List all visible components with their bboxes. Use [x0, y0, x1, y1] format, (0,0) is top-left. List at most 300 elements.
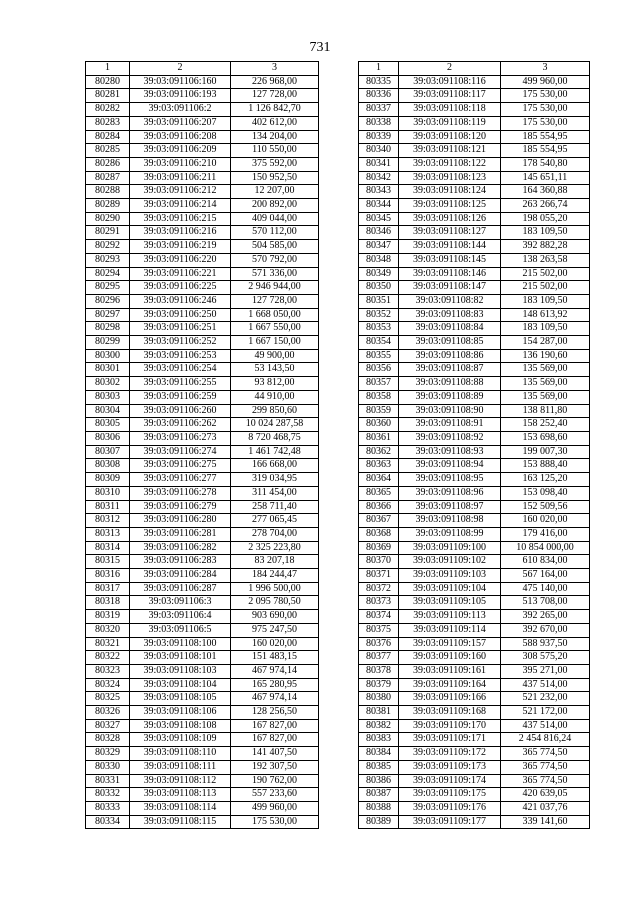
value-cell: 199 007,30 — [501, 445, 590, 459]
value-cell: 299 850,60 — [231, 404, 319, 418]
cadastral-number-cell: 39:03:091106:252 — [130, 336, 231, 350]
value-cell: 160 020,00 — [231, 637, 319, 651]
value-cell: 160 020,00 — [501, 514, 590, 528]
table-row — [359, 527, 590, 541]
cadastral-number-cell: 39:03:091108:101 — [130, 651, 231, 665]
cadastral-number-cell: 39:03:091108:121 — [399, 144, 501, 158]
table-row — [86, 199, 319, 213]
row-number-cell: 80332 — [86, 788, 130, 802]
value-cell: 1 667 550,00 — [231, 322, 319, 336]
table-row — [86, 390, 319, 404]
table-row — [359, 514, 590, 528]
row-number-cell: 80308 — [86, 459, 130, 473]
table-row — [359, 637, 590, 651]
value-cell: 53 143,50 — [231, 363, 319, 377]
cadastral-number-cell: 39:03:091106:274 — [130, 445, 231, 459]
row-number-cell: 80327 — [86, 719, 130, 733]
cadastral-number-cell: 39:03:091108:100 — [130, 637, 231, 651]
row-number-cell: 80281 — [86, 89, 130, 103]
value-cell: 513 708,00 — [501, 596, 590, 610]
table-row — [86, 527, 319, 541]
value-cell: 185 554,95 — [501, 144, 590, 158]
header-row — [86, 62, 319, 76]
table-row — [86, 404, 319, 418]
cadastral-number-cell: 39:03:091106:221 — [130, 267, 231, 281]
value-cell: 127 728,00 — [231, 294, 319, 308]
value-cell: 557 233,60 — [231, 788, 319, 802]
value-cell: 128 256,50 — [231, 706, 319, 720]
table-row — [359, 75, 590, 89]
table-row — [359, 596, 590, 610]
cadastral-number-cell: 39:03:091108:110 — [130, 747, 231, 761]
cadastral-number-cell: 39:03:091108:146 — [399, 267, 501, 281]
table-row — [86, 157, 319, 171]
cadastral-number-cell: 39:03:091106:275 — [130, 459, 231, 473]
cadastral-number-cell: 39:03:091109:176 — [399, 801, 501, 815]
row-number-cell: 80282 — [86, 103, 130, 117]
cadastral-number-cell: 39:03:091108:88 — [399, 377, 501, 391]
cadastral-number-cell: 39:03:091108:120 — [399, 130, 501, 144]
table-row — [86, 500, 319, 514]
row-number-cell: 80382 — [359, 719, 399, 733]
table-row — [86, 212, 319, 226]
row-number-cell: 80387 — [359, 788, 399, 802]
row-number-cell: 80370 — [359, 555, 399, 569]
row-number-cell: 80283 — [86, 116, 130, 130]
value-cell: 365 774,50 — [501, 760, 590, 774]
cadastral-number-cell: 39:03:091108:99 — [399, 527, 501, 541]
cadastral-number-cell: 39:03:091109:170 — [399, 719, 501, 733]
table-row — [86, 459, 319, 473]
value-cell: 1 667 150,00 — [231, 336, 319, 350]
cadastral-number-cell: 39:03:091109:161 — [399, 664, 501, 678]
cadastral-number-cell: 39:03:091106:246 — [130, 294, 231, 308]
column-header-1: 1 — [359, 62, 399, 76]
value-cell: 278 704,00 — [231, 527, 319, 541]
row-number-cell: 80373 — [359, 596, 399, 610]
cadastral-number-cell: 39:03:091109:174 — [399, 774, 501, 788]
table-row — [86, 267, 319, 281]
row-number-cell: 80344 — [359, 199, 399, 213]
cadastral-number-cell: 39:03:091106:160 — [130, 75, 231, 89]
value-cell: 183 109,50 — [501, 294, 590, 308]
cadastral-number-cell: 39:03:091108:114 — [130, 801, 231, 815]
table-row — [86, 569, 319, 583]
cadastral-number-cell: 39:03:091108:118 — [399, 103, 501, 117]
row-number-cell: 80360 — [359, 418, 399, 432]
table-row — [359, 623, 590, 637]
row-number-cell: 80388 — [359, 801, 399, 815]
row-number-cell: 80312 — [86, 514, 130, 528]
value-cell: 570 112,00 — [231, 226, 319, 240]
value-cell: 392 265,00 — [501, 610, 590, 624]
row-number-cell: 80375 — [359, 623, 399, 637]
row-number-cell: 80305 — [86, 418, 130, 432]
table-row — [86, 336, 319, 350]
table-row — [359, 459, 590, 473]
value-cell: 263 266,74 — [501, 199, 590, 213]
row-number-cell: 80349 — [359, 267, 399, 281]
value-cell: 975 247,50 — [231, 623, 319, 637]
column-header-2: 2 — [399, 62, 501, 76]
row-number-cell: 80298 — [86, 322, 130, 336]
row-number-cell: 80320 — [86, 623, 130, 637]
cadastral-number-cell: 39:03:091106:284 — [130, 569, 231, 583]
value-cell: 151 483,15 — [231, 651, 319, 665]
right-table-body — [359, 75, 590, 829]
table-row — [359, 130, 590, 144]
table-row — [86, 473, 319, 487]
row-number-cell: 80299 — [86, 336, 130, 350]
table-row — [86, 555, 319, 569]
cadastral-number-cell: 39:03:091109:166 — [399, 692, 501, 706]
table-row — [86, 226, 319, 240]
value-cell: 467 974,14 — [231, 664, 319, 678]
cadastral-number-cell: 39:03:091108:104 — [130, 678, 231, 692]
cadastral-number-cell: 39:03:091109:171 — [399, 733, 501, 747]
cadastral-number-cell: 39:03:091106:225 — [130, 281, 231, 295]
row-number-cell: 80280 — [86, 75, 130, 89]
row-number-cell: 80389 — [359, 815, 399, 829]
cadastral-number-cell: 39:03:091106:281 — [130, 527, 231, 541]
cadastral-number-cell: 39:03:091108:124 — [399, 185, 501, 199]
value-cell: 365 774,50 — [501, 747, 590, 761]
value-cell: 392 882,28 — [501, 240, 590, 254]
table-row — [359, 267, 590, 281]
cadastral-number-cell: 39:03:091109:105 — [399, 596, 501, 610]
cadastral-number-cell: 39:03:091106:193 — [130, 89, 231, 103]
row-number-cell: 80339 — [359, 130, 399, 144]
row-number-cell: 80321 — [86, 637, 130, 651]
table-row — [86, 541, 319, 555]
row-number-cell: 80324 — [86, 678, 130, 692]
table-row — [359, 185, 590, 199]
header-row — [359, 62, 590, 76]
row-number-cell: 80292 — [86, 240, 130, 254]
value-cell: 215 502,00 — [501, 281, 590, 295]
table-row — [86, 144, 319, 158]
row-number-cell: 80328 — [86, 733, 130, 747]
table-row — [359, 281, 590, 295]
row-number-cell: 80336 — [359, 89, 399, 103]
table-row — [359, 103, 590, 117]
value-cell: 134 204,00 — [231, 130, 319, 144]
table-row — [86, 171, 319, 185]
cadastral-number-cell: 39:03:091108:87 — [399, 363, 501, 377]
value-cell: 2 325 223,80 — [231, 541, 319, 555]
column-header-3: 3 — [231, 62, 319, 76]
table-row — [359, 89, 590, 103]
table-row — [86, 130, 319, 144]
cadastral-number-cell: 39:03:091108:93 — [399, 445, 501, 459]
row-number-cell: 80379 — [359, 678, 399, 692]
row-number-cell: 80381 — [359, 706, 399, 720]
table-row — [359, 377, 590, 391]
table-row — [359, 418, 590, 432]
row-number-cell: 80346 — [359, 226, 399, 240]
row-number-cell: 80365 — [359, 486, 399, 500]
cadastral-number-cell: 39:03:091106:215 — [130, 212, 231, 226]
cadastral-number-cell: 39:03:091106:278 — [130, 486, 231, 500]
value-cell: 467 974,14 — [231, 692, 319, 706]
table-row — [86, 801, 319, 815]
value-cell: 499 960,00 — [501, 75, 590, 89]
row-number-cell: 80331 — [86, 774, 130, 788]
row-number-cell: 80376 — [359, 637, 399, 651]
value-cell: 903 690,00 — [231, 610, 319, 624]
value-cell: 610 834,00 — [501, 555, 590, 569]
row-number-cell: 80364 — [359, 473, 399, 487]
cadastral-number-cell: 39:03:091108:84 — [399, 322, 501, 336]
table-row — [86, 75, 319, 89]
table-row — [359, 678, 590, 692]
cadastral-number-cell: 39:03:091108:92 — [399, 431, 501, 445]
value-cell: 179 416,00 — [501, 527, 590, 541]
row-number-cell: 80384 — [359, 747, 399, 761]
cadastral-number-cell: 39:03:091108:144 — [399, 240, 501, 254]
cadastral-number-cell: 39:03:091106:5 — [130, 623, 231, 637]
value-cell: 8 720 468,75 — [231, 431, 319, 445]
value-cell: 499 960,00 — [231, 801, 319, 815]
cadastral-number-cell: 39:03:091108:119 — [399, 116, 501, 130]
table-row — [359, 363, 590, 377]
table-row — [359, 664, 590, 678]
row-number-cell: 80307 — [86, 445, 130, 459]
cadastral-number-cell: 39:03:091108:106 — [130, 706, 231, 720]
value-cell: 175 530,00 — [501, 116, 590, 130]
value-cell: 475 140,00 — [501, 582, 590, 596]
row-number-cell: 80294 — [86, 267, 130, 281]
cadastral-number-cell: 39:03:091106:255 — [130, 377, 231, 391]
row-number-cell: 80355 — [359, 349, 399, 363]
cadastral-number-cell: 39:03:091106:208 — [130, 130, 231, 144]
cadastral-number-cell: 39:03:091109:157 — [399, 637, 501, 651]
table-row — [359, 733, 590, 747]
value-cell: 521 232,00 — [501, 692, 590, 706]
cadastral-number-cell: 39:03:091108:113 — [130, 788, 231, 802]
cadastral-number-cell: 39:03:091108:116 — [399, 75, 501, 89]
column-header-3: 3 — [501, 62, 590, 76]
table-row — [359, 336, 590, 350]
cadastral-number-cell: 39:03:091108:85 — [399, 336, 501, 350]
value-cell: 135 569,00 — [501, 390, 590, 404]
cadastral-number-cell: 39:03:091106:250 — [130, 308, 231, 322]
row-number-cell: 80334 — [86, 815, 130, 829]
row-number-cell: 80291 — [86, 226, 130, 240]
value-cell: 2 095 780,50 — [231, 596, 319, 610]
row-number-cell: 80322 — [86, 651, 130, 665]
table-row — [359, 555, 590, 569]
cadastral-number-cell: 39:03:091108:105 — [130, 692, 231, 706]
value-cell: 49 900,00 — [231, 349, 319, 363]
row-number-cell: 80385 — [359, 760, 399, 774]
value-cell: 10 854 000,00 — [501, 541, 590, 555]
value-cell: 437 514,00 — [501, 678, 590, 692]
cadastral-number-cell: 39:03:091108:127 — [399, 226, 501, 240]
row-number-cell: 80345 — [359, 212, 399, 226]
table-row — [86, 486, 319, 500]
value-cell: 153 098,40 — [501, 486, 590, 500]
table-row — [86, 349, 319, 363]
value-cell: 200 892,00 — [231, 199, 319, 213]
table-row — [86, 281, 319, 295]
table-row — [86, 418, 319, 432]
row-number-cell: 80330 — [86, 760, 130, 774]
cadastral-number-cell: 39:03:091109:103 — [399, 569, 501, 583]
table-row — [86, 664, 319, 678]
value-cell: 277 065,45 — [231, 514, 319, 528]
value-cell: 258 711,40 — [231, 500, 319, 514]
table-row — [359, 308, 590, 322]
table-row — [359, 747, 590, 761]
value-cell: 178 540,80 — [501, 157, 590, 171]
cadastral-number-cell: 39:03:091108:97 — [399, 500, 501, 514]
value-cell: 365 774,50 — [501, 774, 590, 788]
column-header-2: 2 — [130, 62, 231, 76]
row-number-cell: 80354 — [359, 336, 399, 350]
row-number-cell: 80310 — [86, 486, 130, 500]
row-number-cell: 80371 — [359, 569, 399, 583]
table-row — [359, 349, 590, 363]
row-number-cell: 80319 — [86, 610, 130, 624]
row-number-cell: 80284 — [86, 130, 130, 144]
value-cell: 166 668,00 — [231, 459, 319, 473]
value-cell: 1 126 842,70 — [231, 103, 319, 117]
cadastral-number-cell: 39:03:091106:209 — [130, 144, 231, 158]
cadastral-number-cell: 39:03:091108:86 — [399, 349, 501, 363]
value-cell: 1 668 050,00 — [231, 308, 319, 322]
row-number-cell: 80296 — [86, 294, 130, 308]
table-row — [359, 788, 590, 802]
table-row — [86, 514, 319, 528]
table-row — [86, 116, 319, 130]
row-number-cell: 80378 — [359, 664, 399, 678]
page-number: 731 — [309, 40, 331, 55]
cadastral-number-cell: 39:03:091108:96 — [399, 486, 501, 500]
row-number-cell: 80338 — [359, 116, 399, 130]
cadastral-number-cell: 39:03:091108:126 — [399, 212, 501, 226]
cadastral-number-cell: 39:03:091108:125 — [399, 199, 501, 213]
table-row — [359, 473, 590, 487]
value-cell: 392 670,00 — [501, 623, 590, 637]
cadastral-number-cell: 39:03:091109:172 — [399, 747, 501, 761]
row-number-cell: 80288 — [86, 185, 130, 199]
value-cell: 167 827,00 — [231, 719, 319, 733]
cadastral-number-cell: 39:03:091108:112 — [130, 774, 231, 788]
value-cell: 145 651,11 — [501, 171, 590, 185]
row-number-cell: 80341 — [359, 157, 399, 171]
table-row — [359, 294, 590, 308]
cadastral-number-cell: 39:03:091106:259 — [130, 390, 231, 404]
cadastral-number-cell: 39:03:091106:3 — [130, 596, 231, 610]
value-cell: 127 728,00 — [231, 89, 319, 103]
table-row — [86, 253, 319, 267]
value-cell: 311 454,00 — [231, 486, 319, 500]
cadastral-number-cell: 39:03:091108:91 — [399, 418, 501, 432]
table-row — [86, 582, 319, 596]
table-row — [359, 610, 590, 624]
table-row — [359, 582, 590, 596]
table-row — [86, 103, 319, 117]
cadastral-number-cell: 39:03:091109:113 — [399, 610, 501, 624]
table-row — [86, 240, 319, 254]
row-number-cell: 80374 — [359, 610, 399, 624]
cadastral-number-cell: 39:03:091109:100 — [399, 541, 501, 555]
row-number-cell: 80313 — [86, 527, 130, 541]
table-row — [86, 294, 319, 308]
row-number-cell: 80372 — [359, 582, 399, 596]
cadastral-number-cell: 39:03:091106:283 — [130, 555, 231, 569]
table-row — [359, 719, 590, 733]
value-cell: 164 360,88 — [501, 185, 590, 199]
table-row — [359, 431, 590, 445]
table-row — [86, 377, 319, 391]
table-row — [359, 240, 590, 254]
value-cell: 175 530,00 — [501, 89, 590, 103]
table-row — [359, 212, 590, 226]
cadastral-number-cell: 39:03:091109:164 — [399, 678, 501, 692]
row-number-cell: 80356 — [359, 363, 399, 377]
value-cell: 2 454 816,24 — [501, 733, 590, 747]
cadastral-number-cell: 39:03:091106:282 — [130, 541, 231, 555]
row-number-cell: 80323 — [86, 664, 130, 678]
row-number-cell: 80311 — [86, 500, 130, 514]
value-cell: 437 514,00 — [501, 719, 590, 733]
row-number-cell: 80335 — [359, 75, 399, 89]
row-number-cell: 80286 — [86, 157, 130, 171]
row-number-cell: 80306 — [86, 431, 130, 445]
row-number-cell: 80325 — [86, 692, 130, 706]
value-cell: 83 207,18 — [231, 555, 319, 569]
cadastral-number-cell: 39:03:091106:280 — [130, 514, 231, 528]
value-cell: 44 910,00 — [231, 390, 319, 404]
table-row — [359, 253, 590, 267]
cadastral-number-cell: 39:03:091108:94 — [399, 459, 501, 473]
row-number-cell: 80302 — [86, 377, 130, 391]
row-number-cell: 80304 — [86, 404, 130, 418]
table-row — [359, 116, 590, 130]
row-number-cell: 80293 — [86, 253, 130, 267]
table-row — [359, 199, 590, 213]
table-row — [359, 706, 590, 720]
cadastral-number-cell: 39:03:091108:108 — [130, 719, 231, 733]
value-cell: 152 509,56 — [501, 500, 590, 514]
cadastral-number-cell: 39:03:091108:122 — [399, 157, 501, 171]
cadastral-number-cell: 39:03:091106:211 — [130, 171, 231, 185]
row-number-cell: 80314 — [86, 541, 130, 555]
table-row — [359, 541, 590, 555]
row-number-cell: 80326 — [86, 706, 130, 720]
table-row — [359, 226, 590, 240]
table-row — [86, 445, 319, 459]
cadastral-number-cell: 39:03:091108:82 — [399, 294, 501, 308]
value-cell: 135 569,00 — [501, 363, 590, 377]
table-row — [86, 596, 319, 610]
table-row — [359, 692, 590, 706]
table-row — [86, 733, 319, 747]
value-cell: 138 263,58 — [501, 253, 590, 267]
value-cell: 192 307,50 — [231, 760, 319, 774]
row-number-cell: 80340 — [359, 144, 399, 158]
table-row — [86, 89, 319, 103]
cadastral-number-cell: 39:03:091106:260 — [130, 404, 231, 418]
value-cell: 150 952,50 — [231, 171, 319, 185]
table-row — [86, 760, 319, 774]
row-number-cell: 80352 — [359, 308, 399, 322]
row-number-cell: 80380 — [359, 692, 399, 706]
table-row — [359, 157, 590, 171]
table-row — [86, 637, 319, 651]
